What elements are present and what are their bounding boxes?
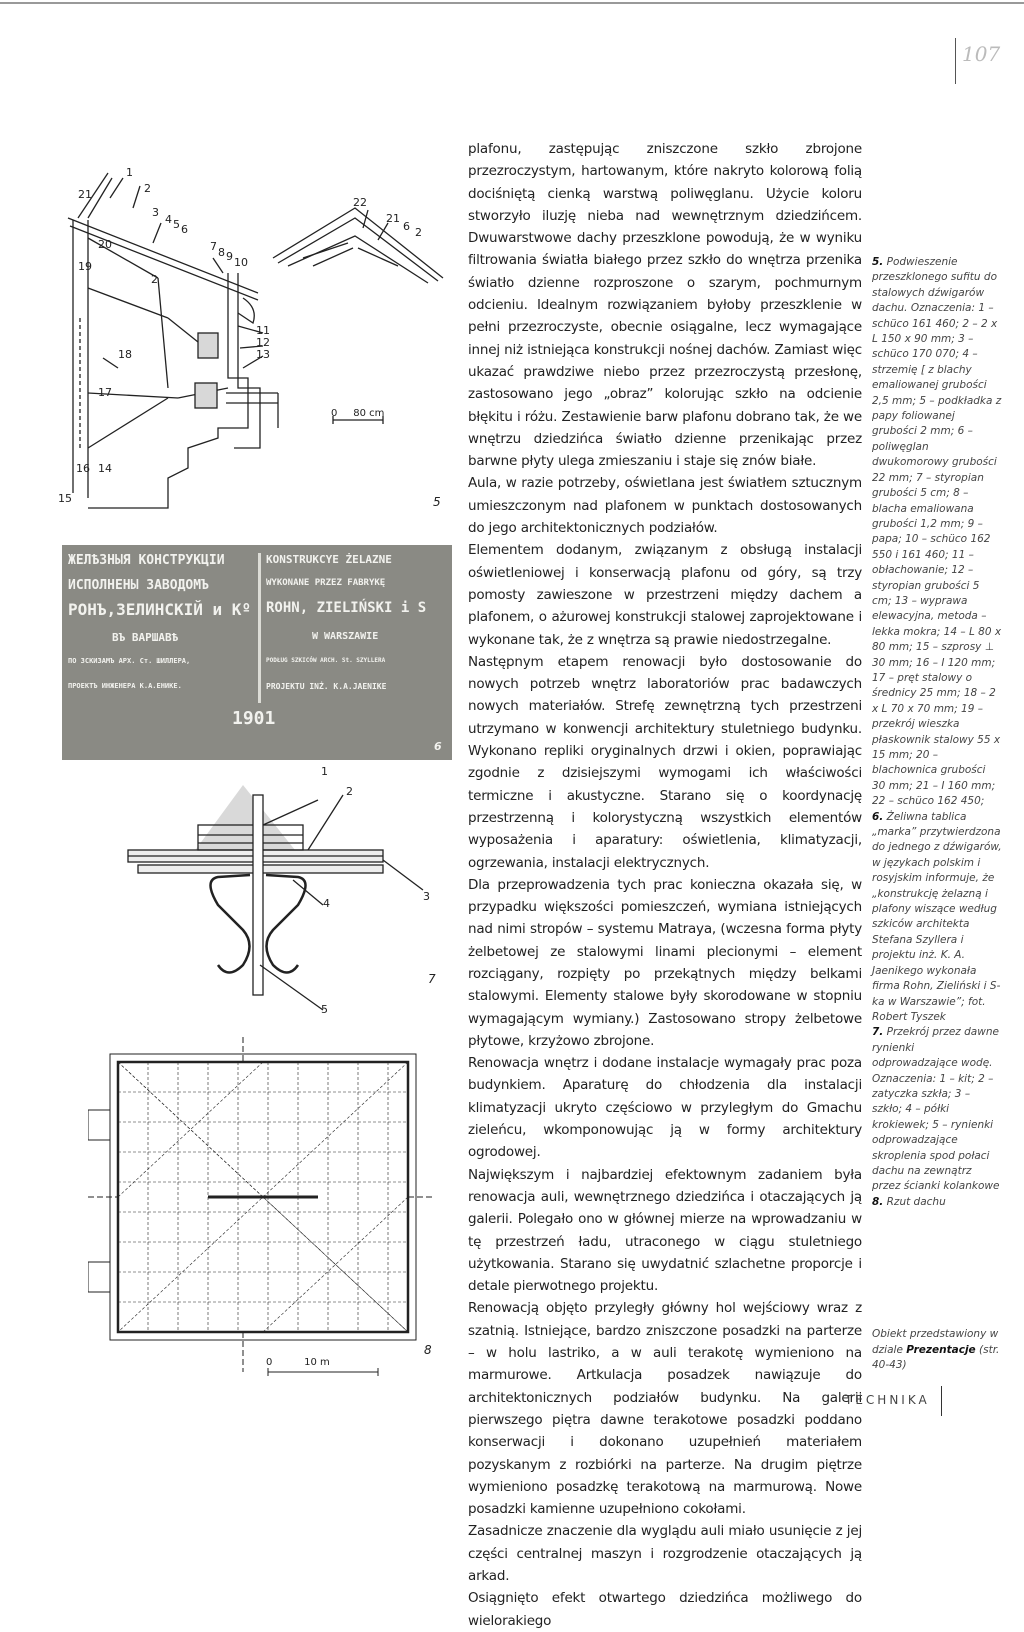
plaque-right-line-4: W WARSZAWIE <box>312 631 379 642</box>
figure-7-gutter-detail <box>118 765 448 1015</box>
figure-6-marker: 6 <box>434 740 442 753</box>
fig5-scale-label: 0 80 cm <box>331 408 385 419</box>
plaque-left-line-4: ВЪ ВАРШАВѢ <box>112 631 179 644</box>
fig7-callout-1: 1 <box>321 765 328 778</box>
caption-7 <box>872 1025 1002 1194</box>
fig5-callout-8: 8 <box>218 246 225 259</box>
fig5-callout-1: 1 <box>126 166 133 179</box>
fig7-callout-3: 3 <box>423 890 430 903</box>
fig5-callout-3: 3 <box>152 206 159 219</box>
body-paragraph: Zasadnicze znaczenie dla wyglądu auli miało usunięcie z jej części centralnej maszyn i rozgrodzenie otaczających ją arkad. <box>468 1523 862 1584</box>
top-rule <box>0 2 1024 4</box>
note-suffix: (str. 40-43) <box>872 1343 1000 1371</box>
caption-text: Przekrój przez dawne rynienki odprowadzające wodę. Oznaczenia: 1 – kit; 2 – zatyczka szkła; 3 – szkło; 4 – półki krokiewek; 5 – rynienki odprowadzające skroplenia spod połaci dachu na zewnątrz przez ścianki kolankowe <box>872 1026 1000 1193</box>
fig5-callout-16: 16 <box>76 462 90 475</box>
caption-8 <box>872 1195 1002 1210</box>
caption-text: Podwieszenie przeszklonego sufitu do stalowych dźwigarów dachu. Oznaczenia: 1 – schüco 161 460; 2 – 2 x L 150 x 90 mm; 3 – schüco 170 070; 4 – strzemię [ z blachy emaliowanej grubości 2,5 mm; 5 – podkładka z papy foliowanej grubości 2 mm; 6 – poliwęglan dwukomorowy grubości 22 mm; 7 – styropian grubości 5 cm; 8 – blacha emaliowana grubości 1,2 mm; 9 – papa; 10 – schüco 162 550 i 161 460; 11 – obłachowanie; 12 – styropian grubości 5 cm; 13 – wyprawa elewacyjna, metoda – lekka mokra; 14 – L 80 x 80 mm; 15 – szprosy ⊥ 30 mm; 16 – I 120 mm; 17 – pręt stalowy o średnicy 25 mm; 18 – 2 x L 70 x 70 mm; 19 – przekrój wieszka płaskownik stalowy 55 x 15 mm; 20 – blachownica grubości 30 mm; 21 – I 160 mm; 22 – schüco 162 450; <box>872 256 1002 808</box>
fig5-callout-7: 7 <box>210 240 217 253</box>
body-paragraph: Renowacją objęto przyległy główny hol wejściowy wraz z szatnią. Istniejące, bardzo zniszczone posadzki na parterze – w holu lastriko, a w auli terakotę wymieniono na marmurowe. Artkulacja posadzek nawiązuje do architektonicznych podziałów budynku. Na galerii pierwszego piętra dawne terakotowe posadzki poddano konserwacji i dokonano uzupełnień materiałem pozyskanym z rozbiórki na parterze. Na drugim piętrze wymieniono posadzkę terakotową na marmurową. Nowe posadzki kamienne uzupełniono cokołami. <box>468 1300 862 1518</box>
caption-text: Rzut dachu <box>886 1195 946 1208</box>
presentation-note <box>872 1327 1002 1374</box>
plaque-left-line-2: ИСПОЛНЕНЫ ЗАВОДОМЪ <box>68 578 209 593</box>
plaque-right-line-5: PODŁUG SZKICÓW ARCH. St. SZYLLERA <box>266 657 386 664</box>
figure-8-roof-plan <box>88 1032 433 1387</box>
fig7-callout-5: 5 <box>321 1003 328 1015</box>
footer-rule <box>941 1386 942 1416</box>
plaque-right-line-2: WYKONANE PRZEZ FABRYKĘ <box>266 578 386 588</box>
plaque-left-line-5: ПО ЗСКИЗАМЪ АРХ. Ст. ШИЛЛЕРА, <box>68 657 191 665</box>
fig5-callout-14: 14 <box>98 462 112 475</box>
caption-text: Żeliwna tablica „marka” przytwierdzona do jednego z dźwigarów, w językach polskim i rosyjskim informuje, że „konstrukcję żelazną i plafony wiszące według szkiców architekta Stefana Szyllera i projektu inż. K. A. Jaenikego wykonała firma Rohn, Zieliński i S-ka w Warszawie”; fot. Robert Tyszek <box>872 810 1002 1023</box>
plaque-right-line-1: KONSTRUKCYE ŻELAZNE <box>266 553 392 566</box>
fig5-callout-5: 5 <box>173 218 180 231</box>
caption-number: 8. <box>872 1195 884 1208</box>
fig7-callout-4: 4 <box>323 897 330 910</box>
page-number-rule <box>955 38 956 84</box>
fig7-callout-2: 2 <box>346 785 353 798</box>
caption-number: 5. <box>872 256 884 268</box>
fig5-callout-18: 18 <box>118 348 132 361</box>
article-body <box>468 138 862 1632</box>
section-footer-label: TECHNIKA <box>845 1393 930 1407</box>
body-paragraph: Renowacja wnętrz i dodane instalacje wymagały prac poza budynkiem. Aparaturę do chłodzenia dla instalacji klimatyzacji ukryto częściowo w przyległym do Gmachu zieleńcu, wkomponowując ją w formy architektury ogrodowej. <box>468 1055 862 1161</box>
fig5-callout-6b: 6 <box>403 220 410 233</box>
fig5-callout-15: 15 <box>58 492 72 505</box>
caption-number: 7. <box>872 1026 884 1039</box>
fig5-callout-2c: 2 <box>415 226 422 239</box>
fig5-callout-2: 2 <box>144 182 151 195</box>
gutter-detail-drawing <box>118 765 448 1015</box>
fig5-callout-19: 19 <box>78 260 92 273</box>
body-paragraph: Osiągnięto efekt otwartego dziedzińca możliwego do wielorakiego <box>468 1590 862 1629</box>
note-prefix: Obiekt przedstawiony w dziale <box>872 1328 999 1356</box>
fig5-callout-21b: 21 <box>386 212 400 225</box>
fig5-callout-22: 22 <box>353 196 367 209</box>
fig5-callout-13: 13 <box>256 348 270 361</box>
plaque-right-line-6: PROJEKTU INŻ. K.A.JAENIKE <box>266 682 387 691</box>
roof-plan-drawing <box>88 1032 433 1387</box>
figure-5-roof-section <box>48 148 448 518</box>
fig8-scale-label: 0 10 m <box>266 1357 330 1368</box>
roof-section-drawing <box>48 148 448 518</box>
fig5-callout-2b: 2 <box>151 273 158 286</box>
plaque-left-line-6: ПРОЕКТЪ ИНЖЕНЕРА К.А.ЕНИКЕ. <box>68 682 182 690</box>
plaque-left-line-1: ЖЕЛѢЗНЫЯ КОНСТРУКЦІИ <box>68 553 225 568</box>
figure-7-marker: 7 <box>428 972 436 986</box>
figure-6-plaque-photo <box>62 545 452 760</box>
fig5-callout-12: 12 <box>256 336 270 349</box>
figure-8-marker: 8 <box>424 1343 432 1357</box>
fig5-callout-10: 10 <box>234 256 248 269</box>
body-paragraph: Dla przeprowadzenia tych prac konieczna okazała się, w przypadku większości pomieszczeń, wymiana istniejących nad nimi stropów – systemu Matraya, (wczesna forma płyty żelbetowej ze stalowymi linami plecionymi – element rozciągany, rozpięty po przekątnych między belkami stalowymi. Elementy stalowe były skorodowane w stopniu wymagającym wymiany.) Zastosowano stropy żelbetowe płytowe, krzyżowo zbrojone. <box>468 876 862 1049</box>
note-section-name: Prezentacje <box>906 1343 976 1356</box>
body-paragraph: Elementem dodanym, związanym z obsługą instalacji oświetleniowej i konserwacją plafonu od góry, są trzy pomosty zawieszone w przestrzeni między dachem a plafonem, o ażurowej konstrukcji stalowej zaprojektowane i wykonane tak, że z wnętrza są prawie niedostrzegalne. <box>468 542 862 648</box>
caption-6 <box>872 810 1002 1026</box>
fig5-callout-11: 11 <box>256 324 270 337</box>
body-paragraph: plafonu, zastępując zniszczone szkło zbrojone przezroczystym, hartowanym, które nakryto kolorową folią dociśniętą cienką warstwą poliwęglanu. Użycie koloru stworzyło iluzję nieba nad wewnętrznym dziedzińcem. Dwuwarstwowe dachy przeszklone powodują, że w wyniku filtrowania światła białego przez szkło do wnętrza przenika światło dzienne rozproszone o szarym, pochmurnym odcieniu. Idealnym rozwiązaniem byłoby przeszklenie w pełni przezroczyste, obecnie osiągalne, lecz wymagające innej niż istniejąca konstrukcji nośnej dachów. Zamiast więc ukazać prawdziwe niebo przez przezroczystą przesłonę, zastosowano jego „obraz” kolorując szkło na odcienie błękitu i różu. Zestawienie barw plafonu dobrano tak, że we wnętrzu dziedzińca światło dzienne przenikając przez barwne płyty ulega zmieszaniu i staje się znów białe. <box>468 141 862 470</box>
body-paragraph: Następnym etapem renowacji było dostosowanie do nowych potrzeb wnętrz laboratoriów prac badawczych nowych materiałów. Strefę zewnętrzną tych przestrzeni utrzymano w konwencji architektury stuletniego budynku. Wykonano repliki oryginalnych drzwi i okien, poprawiając zgodnie z dzisiejszymi wymogami ich właściwości termiczne i akustyczne. Starano się o koordynację przestrzenną i kolorystyczną wszystkich elementów wyposażenia i aparatury: oświetlenia, klimatyzacji, ogrzewania, instalacji elektrycznych. <box>468 653 862 871</box>
fig5-callout-20: 20 <box>98 238 112 251</box>
fig5-callout-4: 4 <box>165 213 172 226</box>
fig5-callout-21: 21 <box>78 188 92 201</box>
body-paragraph: Największym i najbardziej efektownym zadaniem była renowacja auli, wewnętrznego dziedzińca i otaczających ją galerii. Polegało ono w głównej mierze na wprowadzaniu w tę przestrzeń ładu, utraconego w ciągu stuletniego użytkowania. Starano się uwydatnić szlachetne proporcje i detale pierwotnego projektu. <box>468 1166 862 1295</box>
fig5-callout-17: 17 <box>98 386 112 399</box>
plaque-divider <box>258 553 261 703</box>
caption-number: 6. <box>872 810 884 823</box>
fig5-callout-9: 9 <box>226 250 233 263</box>
page-number: 107 <box>962 42 1001 66</box>
figure-5-marker: 5 <box>433 495 441 509</box>
body-paragraph: Aula, w razie potrzeby, oświetlana jest światłem sztucznym umieszczonym nad plafonem w punktach dostosowanych do jego architektonicznych podziałów. <box>468 475 862 537</box>
plaque-right-line-3: ROHN, ZIELIŃSKI i S <box>266 600 427 616</box>
caption-5 <box>872 255 1002 810</box>
plaque-year: 1901 <box>232 708 276 729</box>
figure-captions <box>872 255 1002 1210</box>
fig5-callout-6: 6 <box>181 223 188 236</box>
plaque-left-line-3: РОНЪ,ЗЕЛИНСКІЙ и Кº <box>68 600 252 619</box>
